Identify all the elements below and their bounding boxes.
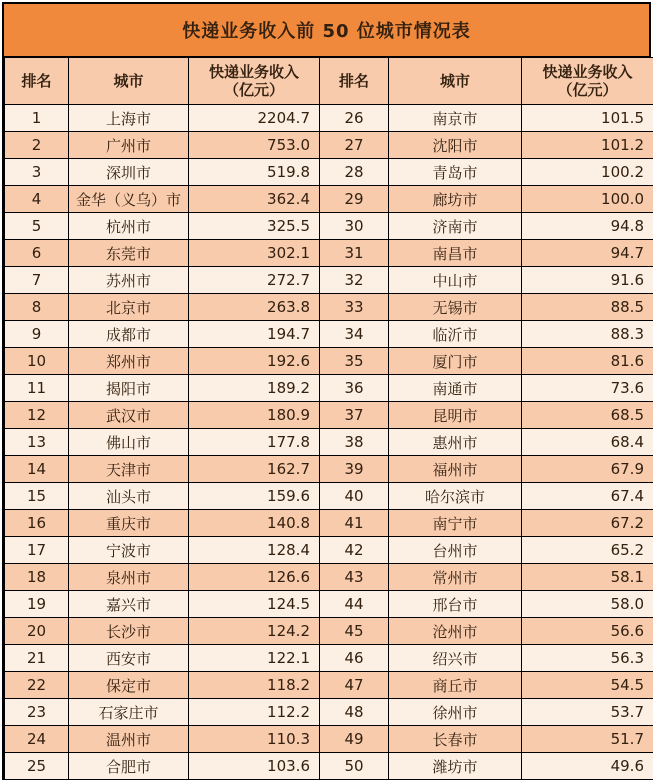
revenue-cell: 124.2 [189, 618, 320, 645]
revenue-cell: 126.6 [189, 564, 320, 591]
city-cell: 南京市 [389, 105, 522, 132]
rank-cell: 11 [5, 375, 69, 402]
rank-cell: 43 [320, 564, 389, 591]
rank-cell: 14 [5, 456, 69, 483]
revenue-cell: 272.7 [189, 267, 320, 294]
city-cell: 长春市 [389, 726, 522, 753]
revenue-cell: 189.2 [189, 375, 320, 402]
revenue-cell: 56.3 [522, 645, 653, 672]
header-revenue-left [189, 58, 320, 105]
table-row [5, 240, 653, 267]
city-cell: 商丘市 [389, 672, 522, 699]
header-city-left: 城市 [69, 58, 189, 105]
header-row [5, 58, 653, 105]
city-cell: 宁波市 [69, 537, 189, 564]
rank-cell: 35 [320, 348, 389, 375]
rank-cell: 13 [5, 429, 69, 456]
table-row [5, 672, 653, 699]
revenue-cell: 194.7 [189, 321, 320, 348]
revenue-cell: 362.4 [189, 186, 320, 213]
revenue-cell: 325.5 [189, 213, 320, 240]
rank-cell: 3 [5, 159, 69, 186]
table-row [5, 645, 653, 672]
city-cell: 济南市 [389, 213, 522, 240]
city-cell: 嘉兴市 [69, 591, 189, 618]
revenue-cell: 124.5 [189, 591, 320, 618]
revenue-cell: 94.8 [522, 213, 653, 240]
city-cell: 南通市 [389, 375, 522, 402]
revenue-cell: 67.2 [522, 510, 653, 537]
revenue-cell: 88.3 [522, 321, 653, 348]
revenue-cell: 159.6 [189, 483, 320, 510]
revenue-cell: 110.3 [189, 726, 320, 753]
rank-cell: 28 [320, 159, 389, 186]
city-cell: 绍兴市 [389, 645, 522, 672]
city-cell: 徐州市 [389, 699, 522, 726]
revenue-cell: 753.0 [189, 132, 320, 159]
table-row [5, 159, 653, 186]
revenue-cell: 94.7 [522, 240, 653, 267]
rank-cell: 18 [5, 564, 69, 591]
city-cell: 揭阳市 [69, 375, 189, 402]
city-cell: 福州市 [389, 456, 522, 483]
revenue-cell: 118.2 [189, 672, 320, 699]
header-rank-right: 排名 [320, 58, 389, 105]
header-revenue-right [522, 58, 653, 105]
city-cell: 惠州市 [389, 429, 522, 456]
header-revenue-right-line1: 快递业务收入 [542, 63, 633, 81]
rank-cell: 6 [5, 240, 69, 267]
rank-cell: 39 [320, 456, 389, 483]
rank-cell: 26 [320, 105, 389, 132]
rank-cell: 34 [320, 321, 389, 348]
rank-cell: 32 [320, 267, 389, 294]
revenue-cell: 302.1 [189, 240, 320, 267]
city-cell: 石家庄市 [69, 699, 189, 726]
city-cell: 武汉市 [69, 402, 189, 429]
rank-cell: 30 [320, 213, 389, 240]
city-cell: 重庆市 [69, 510, 189, 537]
revenue-cell: 140.8 [189, 510, 320, 537]
city-cell: 广州市 [69, 132, 189, 159]
table-row [5, 564, 653, 591]
table-header [5, 58, 653, 105]
rank-cell: 38 [320, 429, 389, 456]
table-row [5, 267, 653, 294]
revenue-cell: 53.7 [522, 699, 653, 726]
city-cell: 杭州市 [69, 213, 189, 240]
rank-cell: 20 [5, 618, 69, 645]
revenue-cell: 103.6 [189, 753, 320, 780]
rank-cell: 7 [5, 267, 69, 294]
city-cell: 金华（义乌）市 [69, 186, 189, 213]
rank-cell: 49 [320, 726, 389, 753]
revenue-cell: 65.2 [522, 537, 653, 564]
rank-cell: 1 [5, 105, 69, 132]
table-row [5, 537, 653, 564]
revenue-cell: 58.1 [522, 564, 653, 591]
table-row [5, 753, 653, 780]
revenue-cell: 67.9 [522, 456, 653, 483]
city-cell: 沈阳市 [389, 132, 522, 159]
city-cell: 深圳市 [69, 159, 189, 186]
revenue-cell: 67.4 [522, 483, 653, 510]
rank-cell: 24 [5, 726, 69, 753]
table-row [5, 294, 653, 321]
city-cell: 厦门市 [389, 348, 522, 375]
table-body [5, 105, 653, 780]
city-cell: 汕头市 [69, 483, 189, 510]
city-cell: 常州市 [389, 564, 522, 591]
revenue-cell: 56.6 [522, 618, 653, 645]
rank-cell: 46 [320, 645, 389, 672]
table-row [5, 510, 653, 537]
rank-cell: 37 [320, 402, 389, 429]
city-cell: 中山市 [389, 267, 522, 294]
revenue-cell: 100.2 [522, 159, 653, 186]
rank-cell: 16 [5, 510, 69, 537]
rank-cell: 21 [5, 645, 69, 672]
revenue-cell: 91.6 [522, 267, 653, 294]
revenue-cell: 112.2 [189, 699, 320, 726]
rank-cell: 8 [5, 294, 69, 321]
rank-cell: 41 [320, 510, 389, 537]
city-cell: 无锡市 [389, 294, 522, 321]
city-cell: 潍坊市 [389, 753, 522, 780]
rank-cell: 25 [5, 753, 69, 780]
rank-cell: 5 [5, 213, 69, 240]
city-cell: 西安市 [69, 645, 189, 672]
revenue-cell: 2204.7 [189, 105, 320, 132]
revenue-cell: 101.2 [522, 132, 653, 159]
rank-cell: 2 [5, 132, 69, 159]
city-cell: 长沙市 [69, 618, 189, 645]
revenue-cell: 81.6 [522, 348, 653, 375]
revenue-cell: 263.8 [189, 294, 320, 321]
revenue-cell: 68.4 [522, 429, 653, 456]
rank-cell: 48 [320, 699, 389, 726]
city-cell: 廊坊市 [389, 186, 522, 213]
table-row [5, 429, 653, 456]
rank-cell: 19 [5, 591, 69, 618]
city-cell: 南宁市 [389, 510, 522, 537]
rank-cell: 10 [5, 348, 69, 375]
city-cell: 上海市 [69, 105, 189, 132]
table-row [5, 213, 653, 240]
rank-cell: 29 [320, 186, 389, 213]
revenue-cell: 101.5 [522, 105, 653, 132]
revenue-cell: 128.4 [189, 537, 320, 564]
table-row [5, 375, 653, 402]
revenue-cell: 122.1 [189, 645, 320, 672]
rank-cell: 17 [5, 537, 69, 564]
revenue-cell: 162.7 [189, 456, 320, 483]
table-row [5, 348, 653, 375]
city-cell: 邢台市 [389, 591, 522, 618]
city-cell: 北京市 [69, 294, 189, 321]
rank-cell: 42 [320, 537, 389, 564]
rank-cell: 44 [320, 591, 389, 618]
rank-cell: 4 [5, 186, 69, 213]
city-cell: 青岛市 [389, 159, 522, 186]
city-cell: 东莞市 [69, 240, 189, 267]
city-cell: 苏州市 [69, 267, 189, 294]
revenue-cell: 177.8 [189, 429, 320, 456]
rank-cell: 45 [320, 618, 389, 645]
rank-cell: 31 [320, 240, 389, 267]
table-row [5, 456, 653, 483]
table-row [5, 699, 653, 726]
city-cell: 天津市 [69, 456, 189, 483]
table-title: 快递业务收入前 50 位城市情况表 [4, 4, 649, 57]
city-cell: 成都市 [69, 321, 189, 348]
revenue-cell: 51.7 [522, 726, 653, 753]
data-table [4, 57, 653, 780]
rank-cell: 50 [320, 753, 389, 780]
rank-cell: 9 [5, 321, 69, 348]
rank-cell: 33 [320, 294, 389, 321]
rank-cell: 23 [5, 699, 69, 726]
city-cell: 泉州市 [69, 564, 189, 591]
city-revenue-table [2, 2, 651, 780]
city-cell: 临沂市 [389, 321, 522, 348]
header-city-right: 城市 [389, 58, 522, 105]
rank-cell: 12 [5, 402, 69, 429]
city-cell: 温州市 [69, 726, 189, 753]
rank-cell: 47 [320, 672, 389, 699]
rank-cell: 40 [320, 483, 389, 510]
city-cell: 哈尔滨市 [389, 483, 522, 510]
revenue-cell: 73.6 [522, 375, 653, 402]
header-revenue-right-line2: （亿元） [557, 81, 618, 99]
city-cell: 保定市 [69, 672, 189, 699]
revenue-cell: 88.5 [522, 294, 653, 321]
city-cell: 郑州市 [69, 348, 189, 375]
revenue-cell: 68.5 [522, 402, 653, 429]
rank-cell: 36 [320, 375, 389, 402]
table-row [5, 402, 653, 429]
table-row [5, 591, 653, 618]
table-row [5, 321, 653, 348]
revenue-cell: 54.5 [522, 672, 653, 699]
table-row [5, 186, 653, 213]
header-rank-left: 排名 [5, 58, 69, 105]
rank-cell: 27 [320, 132, 389, 159]
revenue-cell: 519.8 [189, 159, 320, 186]
city-cell: 昆明市 [389, 402, 522, 429]
table-row [5, 726, 653, 753]
revenue-cell: 58.0 [522, 591, 653, 618]
table-row [5, 132, 653, 159]
revenue-cell: 49.6 [522, 753, 653, 780]
city-cell: 佛山市 [69, 429, 189, 456]
revenue-cell: 100.0 [522, 186, 653, 213]
city-cell: 合肥市 [69, 753, 189, 780]
table-row [5, 618, 653, 645]
city-cell: 沧州市 [389, 618, 522, 645]
header-revenue-left-line1: 快递业务收入 [208, 63, 299, 81]
rank-cell: 22 [5, 672, 69, 699]
revenue-cell: 192.6 [189, 348, 320, 375]
table-row [5, 483, 653, 510]
city-cell: 南昌市 [389, 240, 522, 267]
city-cell: 台州市 [389, 537, 522, 564]
header-revenue-left-line2: （亿元） [223, 81, 284, 99]
rank-cell: 15 [5, 483, 69, 510]
revenue-cell: 180.9 [189, 402, 320, 429]
table-row [5, 105, 653, 132]
